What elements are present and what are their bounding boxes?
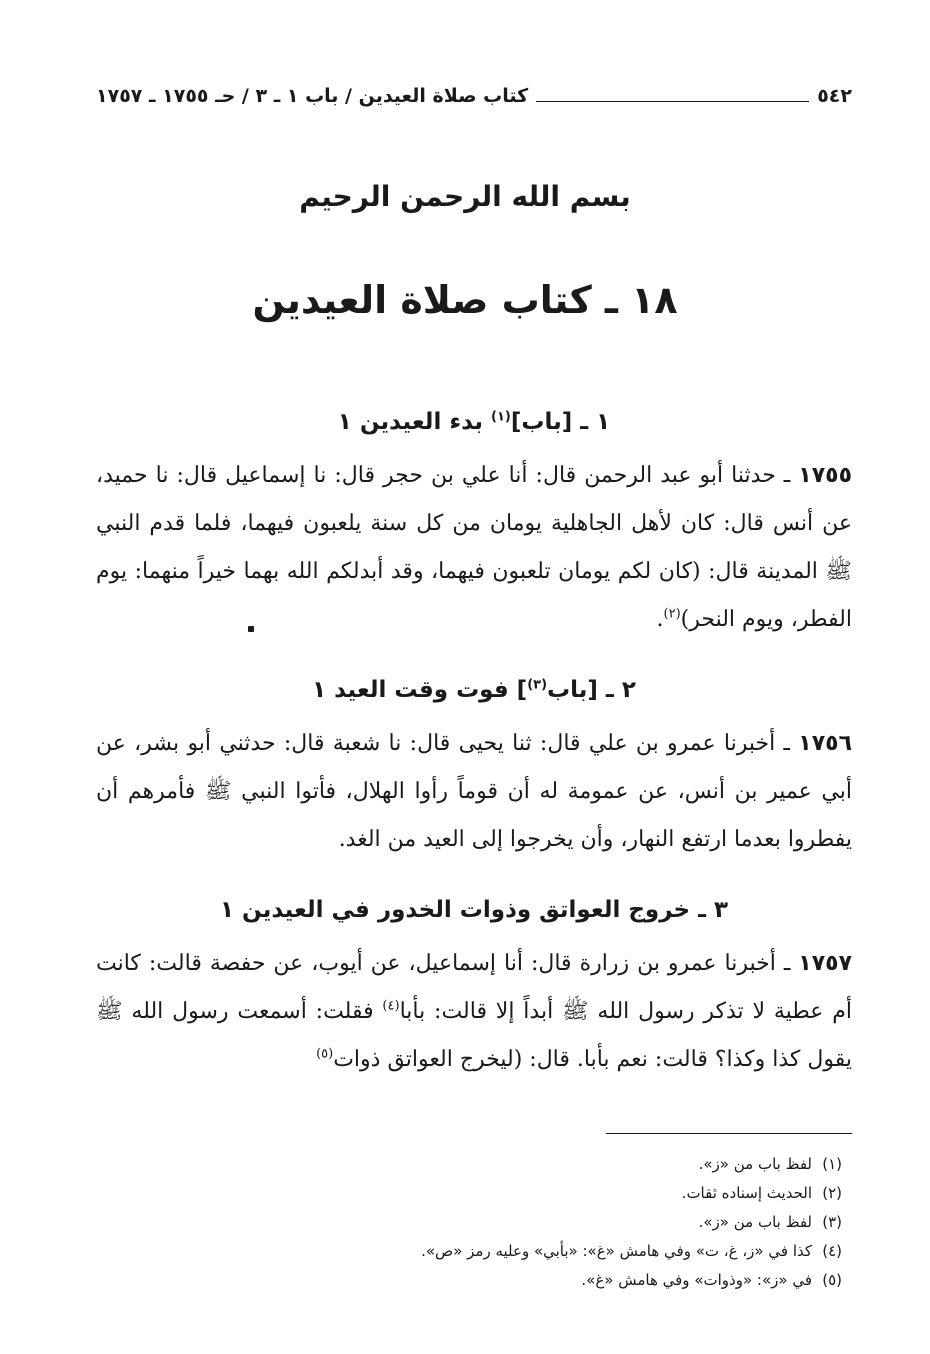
hadith-text: ـ حدثنا أبو عبد الرحمن قال: أنا علي بن حجر قال: نا إسماعيل قال: نا حميد، عن أنس قال: كان لأهل الجاهلية يومان من كل سنة يلعبون فيهما، فلما قدم النبي ﷺ المدينة قال: (كان لكم يومان تلعبون فيهما، وقد أبدلكم الله بهما خيراً منهما: يوم الفطر، ويوم النحر)	[96, 463, 852, 632]
footnote-text: لفظ باب من «ز».	[698, 1155, 812, 1173]
footnote-ref: (٤)	[382, 998, 400, 1014]
footnote-text: لفظ باب من «ز».	[698, 1213, 812, 1231]
chapter-1	[96, 402, 852, 644]
footnote-number: (٤)	[822, 1242, 842, 1260]
hadith-number: ١٧٥٥	[798, 463, 852, 488]
hadith-end: .	[656, 607, 664, 632]
hadith-number: ١٧٥٦	[798, 731, 852, 756]
hadith-paragraph	[96, 720, 852, 864]
footnote	[96, 1208, 842, 1237]
footnote	[96, 1179, 842, 1208]
hadith-number: ١٧٥٧	[798, 951, 852, 976]
footnotes	[96, 1150, 852, 1295]
footnote-number: (٣)	[822, 1213, 842, 1231]
footnote-number: (١)	[822, 1155, 842, 1173]
print-speck	[248, 626, 254, 632]
footnote	[96, 1150, 842, 1179]
heading-text: بدء العيدين ١	[337, 409, 492, 435]
heading-text: ] فوت وقت العيد ١	[312, 677, 528, 703]
footnote	[96, 1237, 842, 1266]
chapter-3	[96, 890, 852, 1084]
footnote	[96, 1266, 842, 1295]
header-title: كتاب صلاة العيدين / باب ١ ـ ٣ / حـ ١٧٥٥ ـ ١٧٥٧	[96, 85, 529, 107]
footnote-text: الحديث إسناده ثقات.	[681, 1184, 812, 1202]
footnote-ref: (٢)	[663, 606, 681, 622]
hadith-text: ـ أخبرنا عمرو بن علي قال: ثنا يحيى قال: نا شعبة قال: حدثني أبو بشر، عن أبي عمير بن أنس، عن عمومة له أن قوماً رأوا الهلال، فأتوا النبي ﷺ فأمرهم أن يفطروا بعدما ارتفع النهار، وأن يخرجوا إلى العيد من الغد.	[96, 731, 852, 852]
footnote-text: كذا في «ز، غ، ت» وفي هامش «غ»: «بأبي» وعليه رمز «ص».	[421, 1242, 812, 1260]
page-number: ٥٤٢	[817, 85, 852, 107]
header-rule	[536, 101, 809, 102]
running-header	[96, 80, 852, 112]
footnote-text: في «ز»: «وذوات» وفي هامش «غ».	[581, 1271, 812, 1289]
hadith-paragraph	[96, 452, 852, 644]
footnote-ref: (٥)	[316, 1046, 334, 1062]
chapter-heading: ٣ ـ خروج العواتق وذوات الخدور في العيدين ١	[219, 897, 729, 923]
footnote-rule	[606, 1133, 852, 1134]
heading-text: ٢ ـ [باب	[547, 677, 636, 703]
book-title: ١٨ ـ كتاب صلاة العيدين	[252, 278, 678, 322]
footnote-ref: (٣)	[527, 677, 548, 693]
chapter-heading	[96, 402, 852, 442]
hadith-text: ـ أخبرنا عمرو بن زرارة قال: أنا إسماعيل، عن أيوب، عن حفصة قالت: كانت أم عطية لا تذكر رسول الله ﷺ أبداً إلا قالت: بأبا	[96, 951, 852, 1024]
hadith-paragraph	[96, 940, 852, 1084]
footnote-number: (٢)	[822, 1184, 842, 1202]
footnote-ref: (١)	[491, 409, 511, 425]
chapter-2	[96, 670, 852, 864]
hadith-text: فقلت: أسمعت رسول الله ﷺ يقول كذا وكذا؟ قالت: نعم بأبا. قال: (ليخرج العواتق ذوات	[96, 999, 852, 1072]
heading-text: ١ ـ [باب]	[510, 409, 611, 435]
footnote-number: (٥)	[822, 1271, 842, 1289]
basmala: بسم الله الرحمن الرحيم	[299, 180, 631, 213]
chapter-heading	[96, 670, 852, 710]
